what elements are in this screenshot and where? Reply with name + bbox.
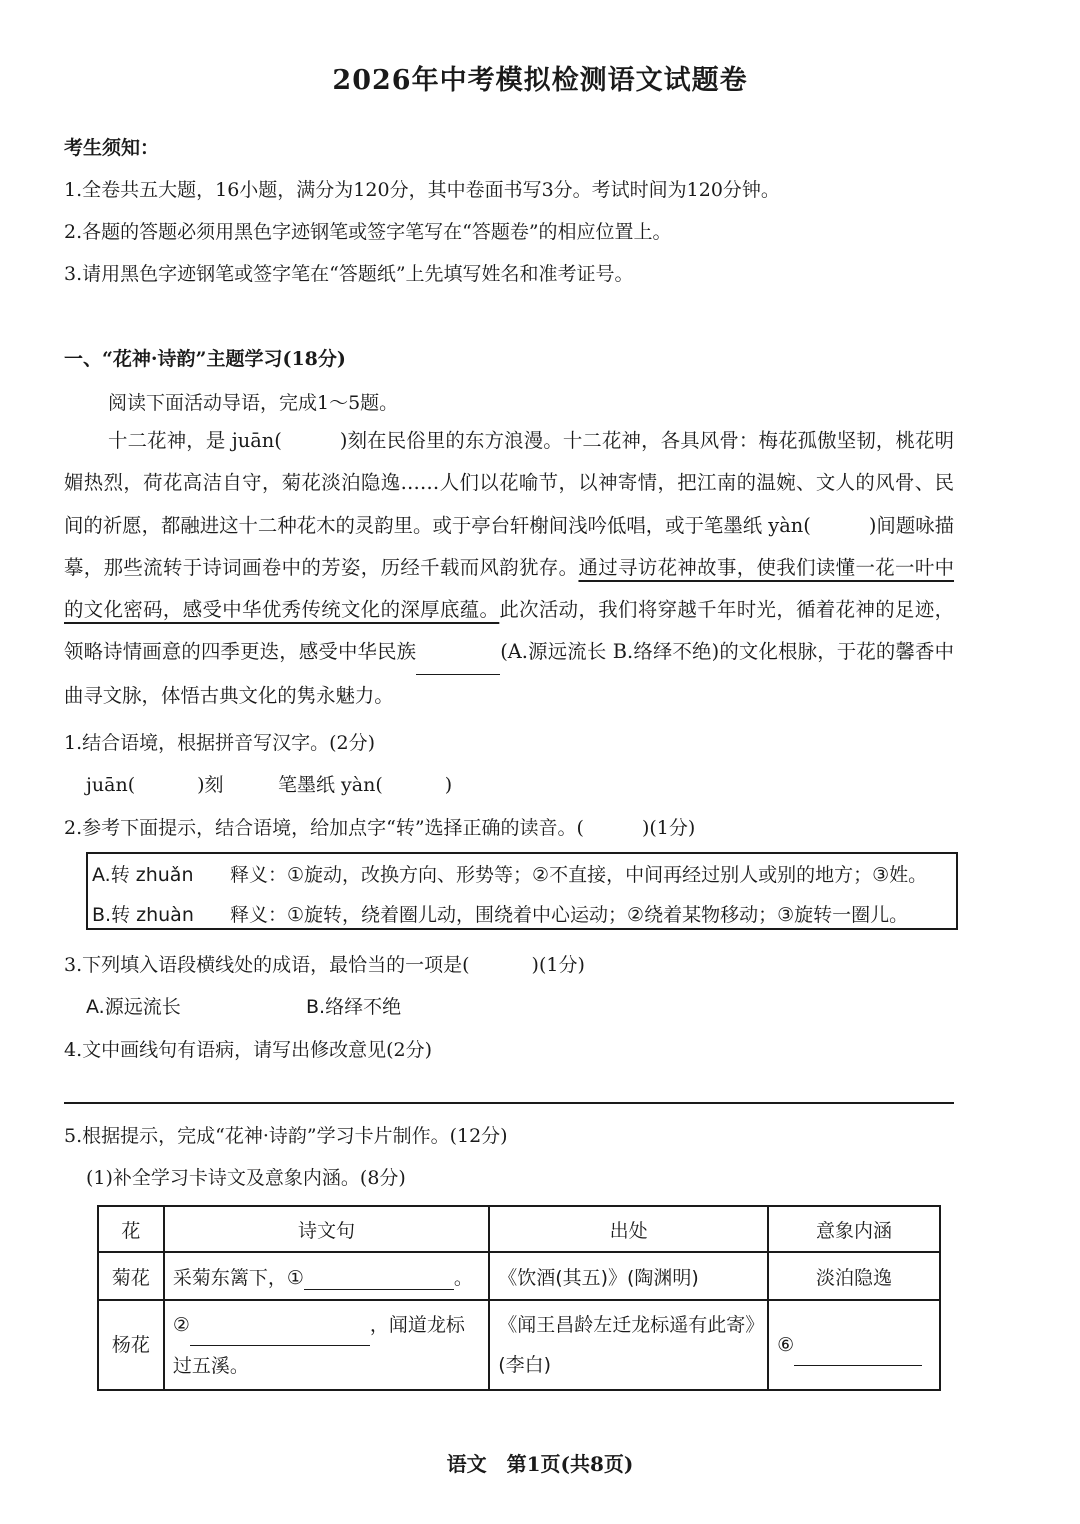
cell-flower: 菊花 — [98, 1252, 164, 1300]
q5-sub1: (1)补全学习卡诗文及意象内涵。(8分) — [86, 1167, 406, 1189]
q3-option-a[interactable]: A.源远流长 — [86, 996, 181, 1018]
underlined-sentence: 通过寻访花神故事，使我们读懂一花一叶中的文化密码，感受中华优秀传统文化的深厚底蕴。 — [64, 555, 955, 622]
hint-row-b: B.转 zhuàn 释义：①旋转，绕着圈儿动，围绕着中心运动；②绕着某物移动；③旋转一圈儿。 — [92, 904, 909, 926]
q1-answer-b: 笔墨纸 yàn( ) — [278, 774, 453, 796]
header-meaning: 意象内涵 — [768, 1206, 940, 1252]
q1-answer-a: juān( )刻 — [86, 774, 224, 796]
q1-stem: 1.结合语境，根据拼音写汉字。(2分) — [64, 732, 376, 754]
q3-option-b[interactable]: B.络绎不绝 — [306, 996, 402, 1018]
table-header-row — [98, 1206, 940, 1252]
table-row — [98, 1252, 940, 1300]
q3-stem: 3.下列填入语段横线处的成语，最恰当的一项是( )(1分) — [64, 954, 585, 976]
notice-item-2: 2.各题的答题必须用黑色字迹钢笔或签字笔写在“答题卷”的相应位置上。 — [64, 221, 672, 243]
passage-part-2: )刻在民俗里的东方浪漫。十二花神，各具风骨：梅花孤傲坚韧，桃花明媚热烈，荷花高洁自守，菊花淡泊隐逸……人们以花喻节，以神寄情，把江南的温婉、文人的风骨、民间的祈愿，都融进这十二种花木的灵韵里。或于亭台轩榭间浅吟低唱，或于笔墨纸 yàn( — [64, 429, 954, 537]
notice-item-1: 1.全卷共五大题，16小题，满分为120分，其中卷面书写3分。考试时间为120分钟。 — [64, 179, 780, 201]
cell-source: 《饮酒(其五)》(陶渊明) — [489, 1252, 768, 1300]
passage-part-5: (A.源远流长 B.络绎不绝)的文化根脉，于花的馨香中曲寻文脉，体悟古典文化的隽永魅力。 — [64, 640, 955, 707]
blank-1[interactable] — [304, 1267, 454, 1290]
page-footer: 语文 第1页(共8页) — [446, 1452, 634, 1476]
notice-item-3: 3.请用黑色字迹钢笔或签字笔在“答题纸”上先填写姓名和准考证号。 — [64, 263, 634, 285]
q2-hint-box — [86, 852, 958, 930]
passage — [64, 420, 954, 717]
blank-idiom[interactable] — [416, 631, 500, 674]
notice-heading: 考生须知： — [64, 137, 160, 159]
cell-meaning: ⑥ — [768, 1300, 940, 1390]
passage-part-3: )间题咏描摹，那些流转于诗词画卷中的芳姿，历经千载而风韵犹存。 — [64, 513, 954, 579]
cell-source: 《闻王昌龄左迁龙标遥有此寄》(李白) — [489, 1300, 768, 1390]
blank-6[interactable] — [794, 1325, 922, 1366]
cell-flower: 杨花 — [98, 1300, 164, 1390]
page-title: 2026年中考模拟检测语文试题卷 — [332, 65, 748, 96]
section-heading: 一、“花神·诗韵”主题学习(18分) — [64, 348, 346, 370]
cell-meaning: 淡泊隐逸 — [768, 1252, 940, 1300]
passage-part-4: 此次活动，我们将穿越千年时光，循着花神的足迹，领略诗情画意的四季更迭，感受中华民族 — [64, 598, 955, 664]
q4-answer-line[interactable] — [64, 1102, 954, 1104]
header-verse: 诗文句 — [164, 1206, 489, 1252]
hint-row-a: A.转 zhuǎn 释义：①旋动，改换方向、形势等；②不直接，中间再经过别人或别的地方；③姓。 — [92, 864, 928, 886]
blank-2[interactable] — [190, 1305, 370, 1346]
section-intro: 阅读下面活动导语，完成1～5题。 — [108, 392, 399, 414]
study-card-table — [97, 1205, 941, 1391]
table-row — [98, 1300, 940, 1390]
cell-verse: ② ，闻道龙标过五溪。 — [164, 1300, 489, 1390]
q4-stem: 4.文中画线句有语病，请写出修改意见(2分) — [64, 1039, 433, 1061]
cell-verse: 采菊东篱下，① 。 — [164, 1252, 489, 1300]
q5-stem: 5.根据提示，完成“花神·诗韵”学习卡片制作。(12分) — [64, 1125, 508, 1147]
q2-stem: 2.参考下面提示，结合语境，给加点字“转”选择正确的读音。( )(1分) — [64, 817, 696, 839]
passage-part-1: 十二花神，是 juān( — [108, 429, 282, 452]
header-flower: 花 — [98, 1206, 164, 1252]
header-source: 出处 — [489, 1206, 768, 1252]
